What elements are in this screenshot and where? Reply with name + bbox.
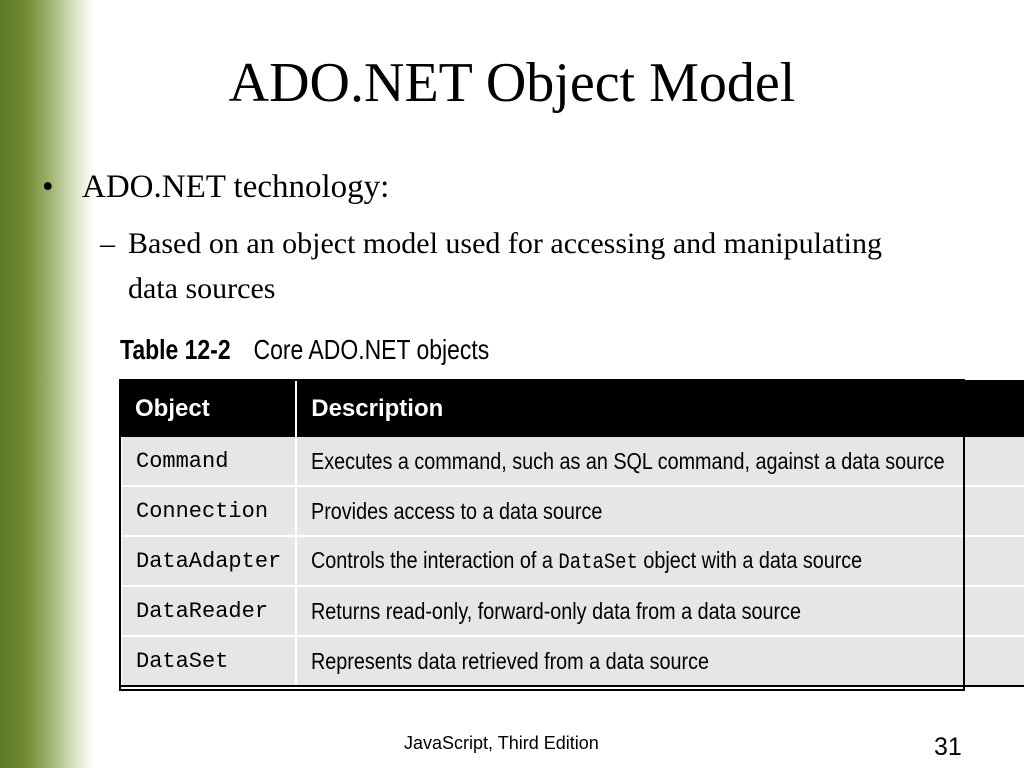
table-caption (120, 330, 489, 370)
description-cell (296, 437, 1024, 486)
object-cell: Connection (121, 486, 296, 536)
table-row (121, 636, 1024, 686)
dash-icon: – (100, 227, 115, 260)
description-post: object with a data source (643, 547, 863, 573)
description-code: DataSet (558, 550, 639, 575)
description-text (311, 547, 862, 575)
bullet-item (42, 167, 389, 207)
table-row (121, 437, 1024, 486)
object-cell: DataAdapter (121, 536, 296, 586)
slide-title: ADO.NET Object Model (228, 52, 796, 114)
sub-bullet-item (100, 221, 900, 311)
slide-footer: JavaScript, Third Edition (404, 733, 599, 753)
table-row (121, 586, 1024, 636)
description-text: Executes a command, such as an SQL command, against a data source (311, 447, 945, 474)
description-text: Represents data retrieved from a data source (311, 647, 710, 674)
description-cell (296, 586, 1024, 636)
description-pre: Controls the interaction of a (311, 547, 554, 573)
table-caption-text: Core ADO.NET objects (253, 334, 490, 365)
table-label: Table 12-2 (120, 334, 231, 365)
page-number: 31 (934, 733, 962, 761)
header-description: Description (296, 380, 1024, 437)
header-object: Object (121, 380, 296, 437)
ado-objects-table (120, 380, 1024, 687)
description-text: Returns read-only, forward-only data from a data source (311, 597, 802, 624)
object-cell: DataReader (121, 586, 296, 636)
object-cell: Command (121, 437, 296, 486)
table-row (121, 536, 1024, 586)
table-header-row (121, 380, 1024, 437)
description-cell (296, 486, 1024, 536)
table-row (121, 486, 1024, 536)
sub-bullet-text: Based on an object model used for accessing and manipulating data sources (128, 227, 882, 305)
description-cell (296, 536, 1024, 586)
description-text: Provides access to a data source (311, 497, 603, 524)
bullet-text: ADO.NET technology: (82, 169, 390, 205)
bullet-dot-icon: • (42, 169, 54, 205)
object-cell: DataSet (121, 636, 296, 686)
description-cell (296, 636, 1024, 686)
